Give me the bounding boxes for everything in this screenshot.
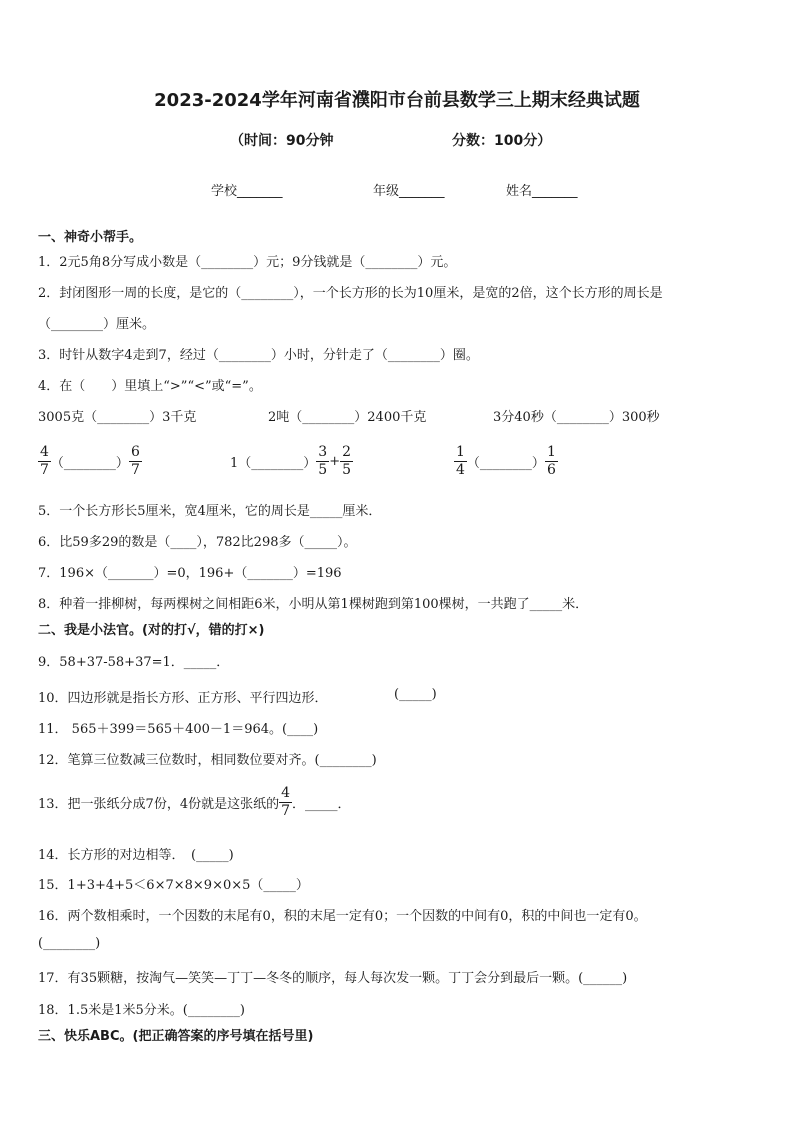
question-4-row-1 [38, 406, 196, 425]
question-12: 12．笔算三位数减三位数时，相同数位要对齐。(________) [38, 753, 377, 768]
question-8: 8．种着一排柳树，每两棵树之间相距6米，小明从第1棵树跑到第100棵树，一共跑了_____米． [38, 597, 589, 612]
question-17: 17．有35颗糖，按淘气—笑笑—丁丁—冬冬的顺序，每人每次发一颗。丁丁会分到最后一颗。(______) [38, 971, 628, 986]
question-6: 6．比59多29的数是（____），782比298多（_____）。 [38, 535, 357, 550]
fraction: $\frac{6}{7}$ [130, 444, 140, 478]
question-5: 5．一个长方形长5厘米，宽4厘米，它的周长是_____厘米． [38, 504, 382, 519]
section-heading-1: 一、神奇小帮手。 [38, 230, 143, 245]
q4-item-c: 3分40秒（________）300秒 [493, 410, 660, 425]
question-11: 11． 565＋399＝565＋400－1＝964。(____) [38, 722, 319, 737]
question-9: 9．58+37-58+37=1．_____． [38, 655, 230, 670]
question-10-answer: (_____) [394, 687, 437, 702]
name-field: 姓名_______ [506, 184, 578, 199]
question-7: 7．196×（_______）=0，196+（_______）=196 [38, 566, 342, 581]
fraction: $\frac{1}{6}$ [546, 444, 556, 478]
question-2-line-1: 2．封闭图形一周的长度，是它的（________），一个长方形的长为10厘米，是宽的2倍，这个长方形的周长是 [38, 286, 663, 301]
q4-item-a: 3005克（________）3千克 [38, 410, 197, 425]
section-heading-2: 二、我是小法官。(对的打√，错的打×) [38, 623, 265, 638]
fraction: $\frac{1}{4}$ [456, 444, 465, 478]
question-15: 15．1+3+4+5＜6×7×8×9×0×5（_____） [38, 878, 309, 893]
q4-fraction-compare-2: 1（________） $\frac{3}{5}$ + $\frac{2}{5}$ [230, 444, 352, 478]
question-14: 14．长方形的对边相等． (_____) [38, 848, 234, 863]
fraction: $\frac{3}{5}$ [318, 444, 328, 478]
question-10: 10．四边形就是指长方形、正方形、平行四边形． [38, 691, 328, 706]
question-3: 3．时针从数字4走到7，经过（________）小时，分针走了（________）圈。 [38, 348, 479, 363]
school-field: 学校_______ [211, 184, 283, 199]
exam-time: （时间：90分钟 [230, 133, 334, 149]
question-18: 18．1.5米是1米5分米。(________) [38, 1003, 245, 1018]
exam-title: 2023-2024学年河南省濮阳市台前县数学三上期末经典试题 [154, 90, 640, 111]
q4-item-b: 2吨（________）2400千克 [268, 410, 427, 425]
section-heading-3: 三、快乐ABC。(把正确答案的序号填在括号里) [38, 1029, 314, 1044]
question-16-line-1: 16．两个数相乘时，一个因数的末尾有0，积的末尾一定有0；一个因数的中间有0，积的中间也一定有0。 [38, 909, 647, 924]
fraction: $\frac{2}{5}$ [342, 444, 352, 478]
question-16-line-2: (________) [38, 936, 101, 951]
fraction: $\frac{4}{7}$ [281, 785, 291, 819]
q4-fraction-compare-3: $\frac{1}{4}$ （________） $\frac{1}{6}$ [456, 444, 556, 478]
q4-fraction-compare-1: $\frac{4}{7}$ （________） $\frac{6}{7}$ [40, 444, 140, 478]
fraction: $\frac{4}{7}$ [40, 444, 49, 478]
question-1: 1．2元5角8分写成小数是（________）元；9分钱就是（________）元。 [38, 255, 457, 270]
grade-field: 年级_______ [373, 184, 445, 199]
question-4: 4．在（ ）里填上“>”“<”或“=”。 [38, 379, 262, 394]
exam-score: 分数：100分） [452, 133, 552, 149]
question-2-line-2: （________）厘米。 [38, 317, 156, 332]
question-13: 13．把一张纸分成7份，4份就是这张纸的 $\frac{4}{7}$ ．_____． [38, 785, 351, 819]
question-4-row-2 [38, 440, 758, 482]
